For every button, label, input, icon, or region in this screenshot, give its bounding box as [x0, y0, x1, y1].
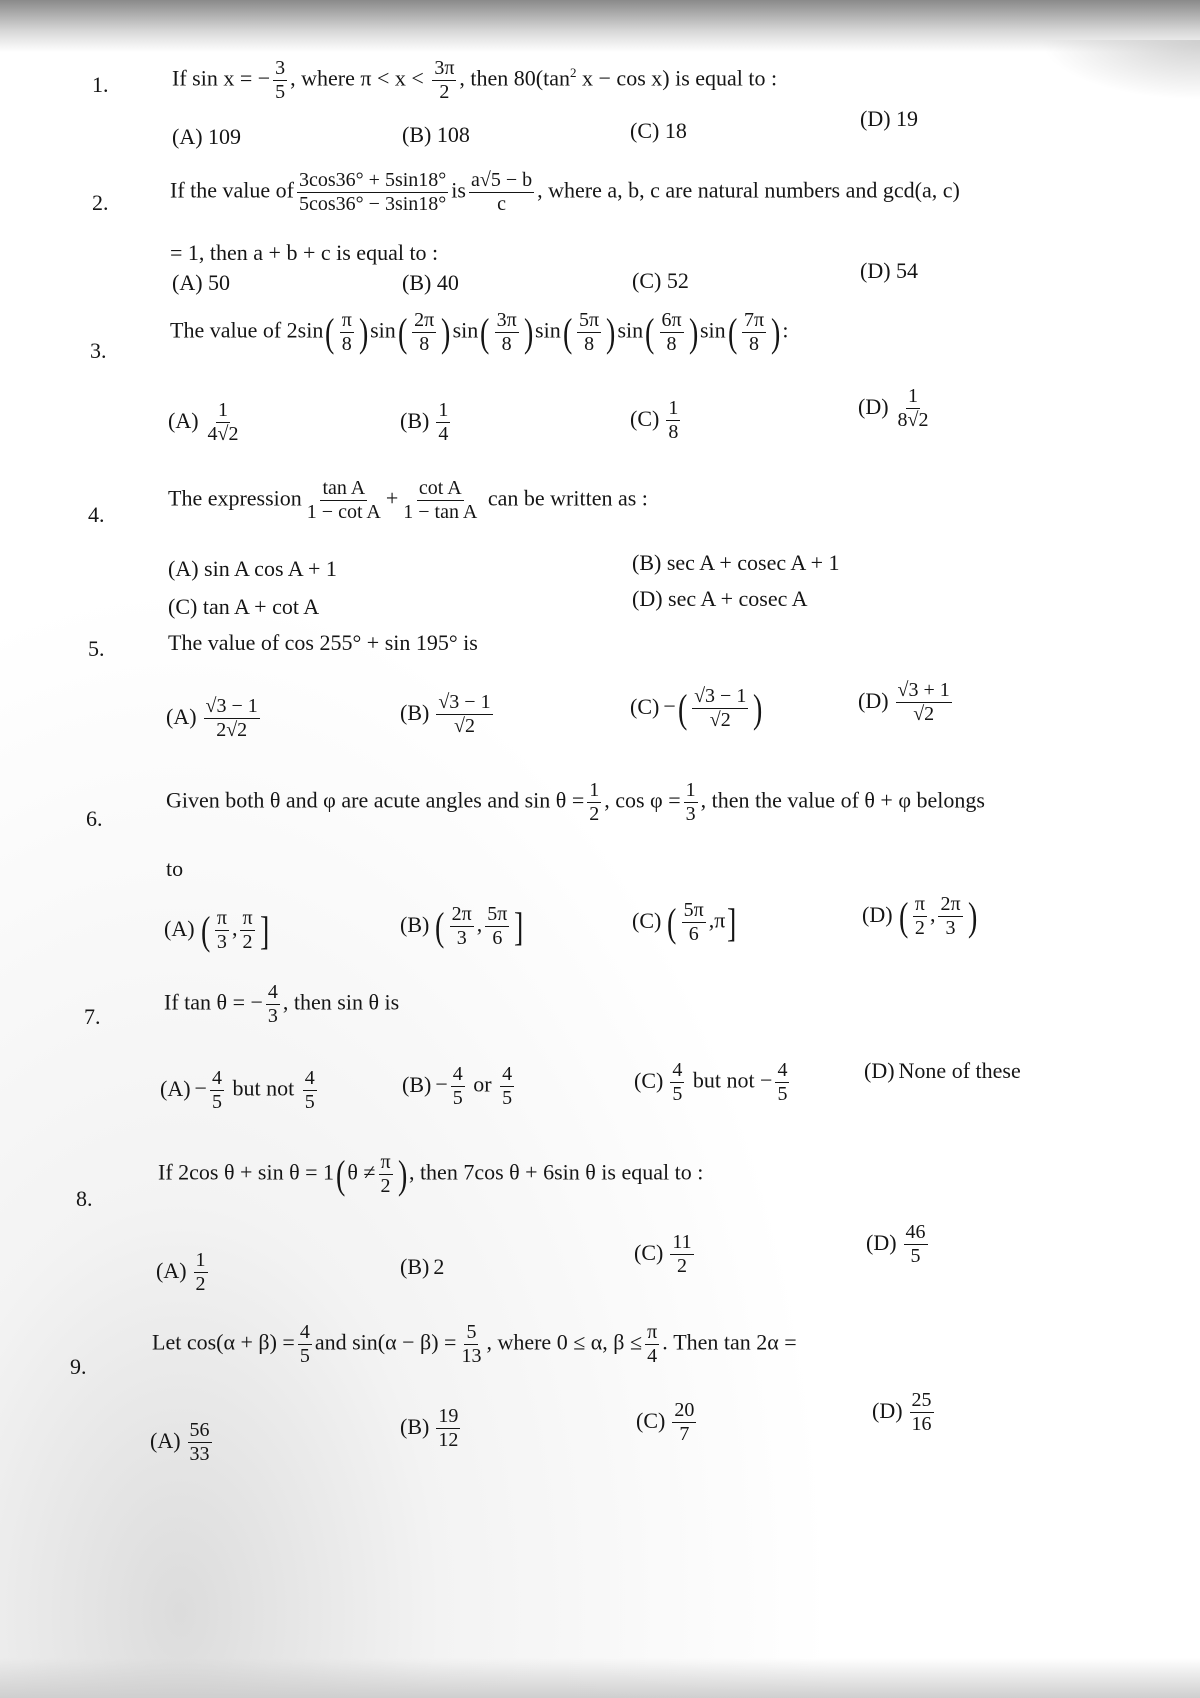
option-b: (B) sec A + cosec A + 1	[632, 550, 840, 575]
option-d: (D) ( $\frac{\pi}{2}$ , $\frac{2\pi}{3}$ )	[862, 893, 977, 939]
option-a: (A) ( $\frac{\pi}{3}$ , $\frac{\pi}{2}$ ]	[164, 907, 269, 953]
option-b: (B) 2	[400, 1254, 445, 1279]
option-c: (C) $\frac{4}{5}$ but not − $\frac{4}{5}$	[634, 1059, 788, 1105]
option-a: (A) $\frac{1}{2}$	[156, 1249, 206, 1295]
option-a: (A) $\frac{√3 - 1}{2√2}$	[166, 695, 258, 741]
option-c: (C) $\frac{20}{7}$	[636, 1399, 695, 1445]
option-a: (A) $\frac{1}{4√2}$	[168, 399, 239, 445]
question-number: 5.	[88, 636, 105, 661]
question-stem: If 2cos θ + sin θ = 1(θ ≠ $\frac{\pi}{2}$ ), then 7cos θ + 6sin θ is equal to :	[158, 1151, 704, 1197]
option-b: (B) $\frac{√3 - 1}{√2}$	[400, 691, 491, 737]
question-stem: The value of cos 255° + sin 195° is	[168, 630, 478, 655]
option-c: (C) tan A + cot A	[168, 594, 320, 619]
option-b: (B) − $\frac{4}{5}$ or $\frac{4}{5}$	[402, 1063, 513, 1109]
option-d: (D) $\frac{√3 + 1}{√2}$	[858, 679, 950, 725]
option-c: (C) ( $\frac{5\pi}{6}$ ,π]	[632, 899, 737, 945]
option-c: (C) $\frac{11}{2}$	[634, 1231, 692, 1277]
option-a: (A) − $\frac{4}{5}$ but not $\frac{4}{5}$	[160, 1067, 315, 1113]
option-d: (D) $\frac{46}{5}$	[866, 1221, 926, 1267]
option-a: (A) $\frac{56}{33}$	[150, 1419, 210, 1465]
question-stem: If sin x = − $\frac{3}{5}$ , where π < x < $\frac{3\pi}{2}$ , then $80(\tan^2$ x − cos x) is equal to :	[172, 57, 778, 103]
option-c: (C) 18	[630, 118, 687, 143]
question-number: 4.	[88, 502, 105, 527]
question-stem: The value of 2sin( $\frac{\pi}{8}$ )sin( $\frac{2\pi}{8}$ )sin( $\frac{3\pi}{8}$ )sin( $\frac{5\pi}{8}$ )sin( $\frac{6\pi}{8}$ )sin( $\frac{7\pi}{8}$ ):	[170, 309, 789, 355]
question-number: 1.	[92, 72, 109, 97]
option-d: (D) $\frac{1}{8√2}$	[858, 385, 929, 431]
option-c: (C) −( $\frac{√3 - 1}{√2}$ )	[630, 685, 763, 731]
question-number: 7.	[84, 1004, 101, 1029]
option-d: (D) $\frac{25}{16}$	[872, 1389, 932, 1435]
scan-edge-bottom	[0, 1658, 1200, 1698]
option-a: (A) sin A cos A + 1	[168, 556, 337, 581]
question-number: 8.	[76, 1186, 93, 1211]
scan-edge-top	[0, 0, 1200, 52]
question-number: 9.	[70, 1354, 87, 1379]
option-d: (D) 54	[860, 258, 919, 283]
fraction: $\frac{3}{5}$	[275, 57, 286, 103]
option-b: (B) ( $\frac{2\pi}{3}$ , $\frac{5\pi}{6}$ ]	[400, 903, 524, 949]
question-stem: Let cos(α + β) = $\frac{4}{5}$ and sin(α − β) = $\frac{5}{13}$ , where 0 ≤ α, β ≤ $\frac{\pi}{4}$ . Then tan 2α =	[152, 1321, 797, 1367]
fraction: $\frac{3\cos 36^\circ + 5\sin 18^\circ}{5\cos 36^\circ - 3\sin 18^\circ}$	[299, 169, 447, 215]
scan-shadow	[1040, 40, 1200, 100]
option-d: (D) 19	[860, 106, 919, 131]
option-a: (A) 50	[172, 270, 231, 295]
option-b: (B) $\frac{1}{4}$	[400, 399, 449, 445]
option-d: (D) sec A + cosec A	[632, 586, 808, 611]
fraction: $\frac{a√5 - b}{c}$	[470, 169, 533, 215]
option-d: (D) None of these	[864, 1058, 1021, 1083]
question-number: 2.	[92, 190, 109, 215]
question-stem: If tan θ = − $\frac{4}{3}$ , then sin θ is	[164, 981, 400, 1027]
question-stem: Given both θ and φ are acute angles and sin θ = $\frac{1}{2}$ , cos φ = $\frac{1}{3}$ , then the value of θ + φ belongs	[166, 779, 985, 825]
option-b: (B) 108	[402, 122, 470, 147]
question-number: 6.	[86, 806, 103, 831]
question-stem-continued: = 1, then a + b + c is equal to :	[170, 240, 439, 265]
option-b: (B) $\frac{19}{12}$	[400, 1405, 459, 1451]
option-a: (A) 109	[172, 124, 242, 149]
question-number: 3.	[90, 338, 107, 363]
option-b: (B) 40	[402, 270, 459, 295]
question-stem: If the value of $\frac{3\cos 36^\circ + 5\sin 18^\circ}{5\cos 36^\circ - 3\sin 18^\circ}$ is $\frac{a√5 - b}{c}$ , where a, b, c are natural numbers and gcd(a, c)	[170, 169, 960, 215]
fraction: $\frac{3\pi}{2}$	[434, 57, 455, 103]
question-stem: The expression $\frac{\text{tan A}}{\text{1 − cot A}}$ + $\frac{\text{cot A}}{\text{1 − tan A}}$ can be written as :	[168, 477, 648, 523]
question-stem-continued: to	[166, 856, 184, 881]
option-c: (C) $\frac{1}{8}$	[630, 397, 679, 443]
option-c: (C) 52	[632, 268, 689, 293]
